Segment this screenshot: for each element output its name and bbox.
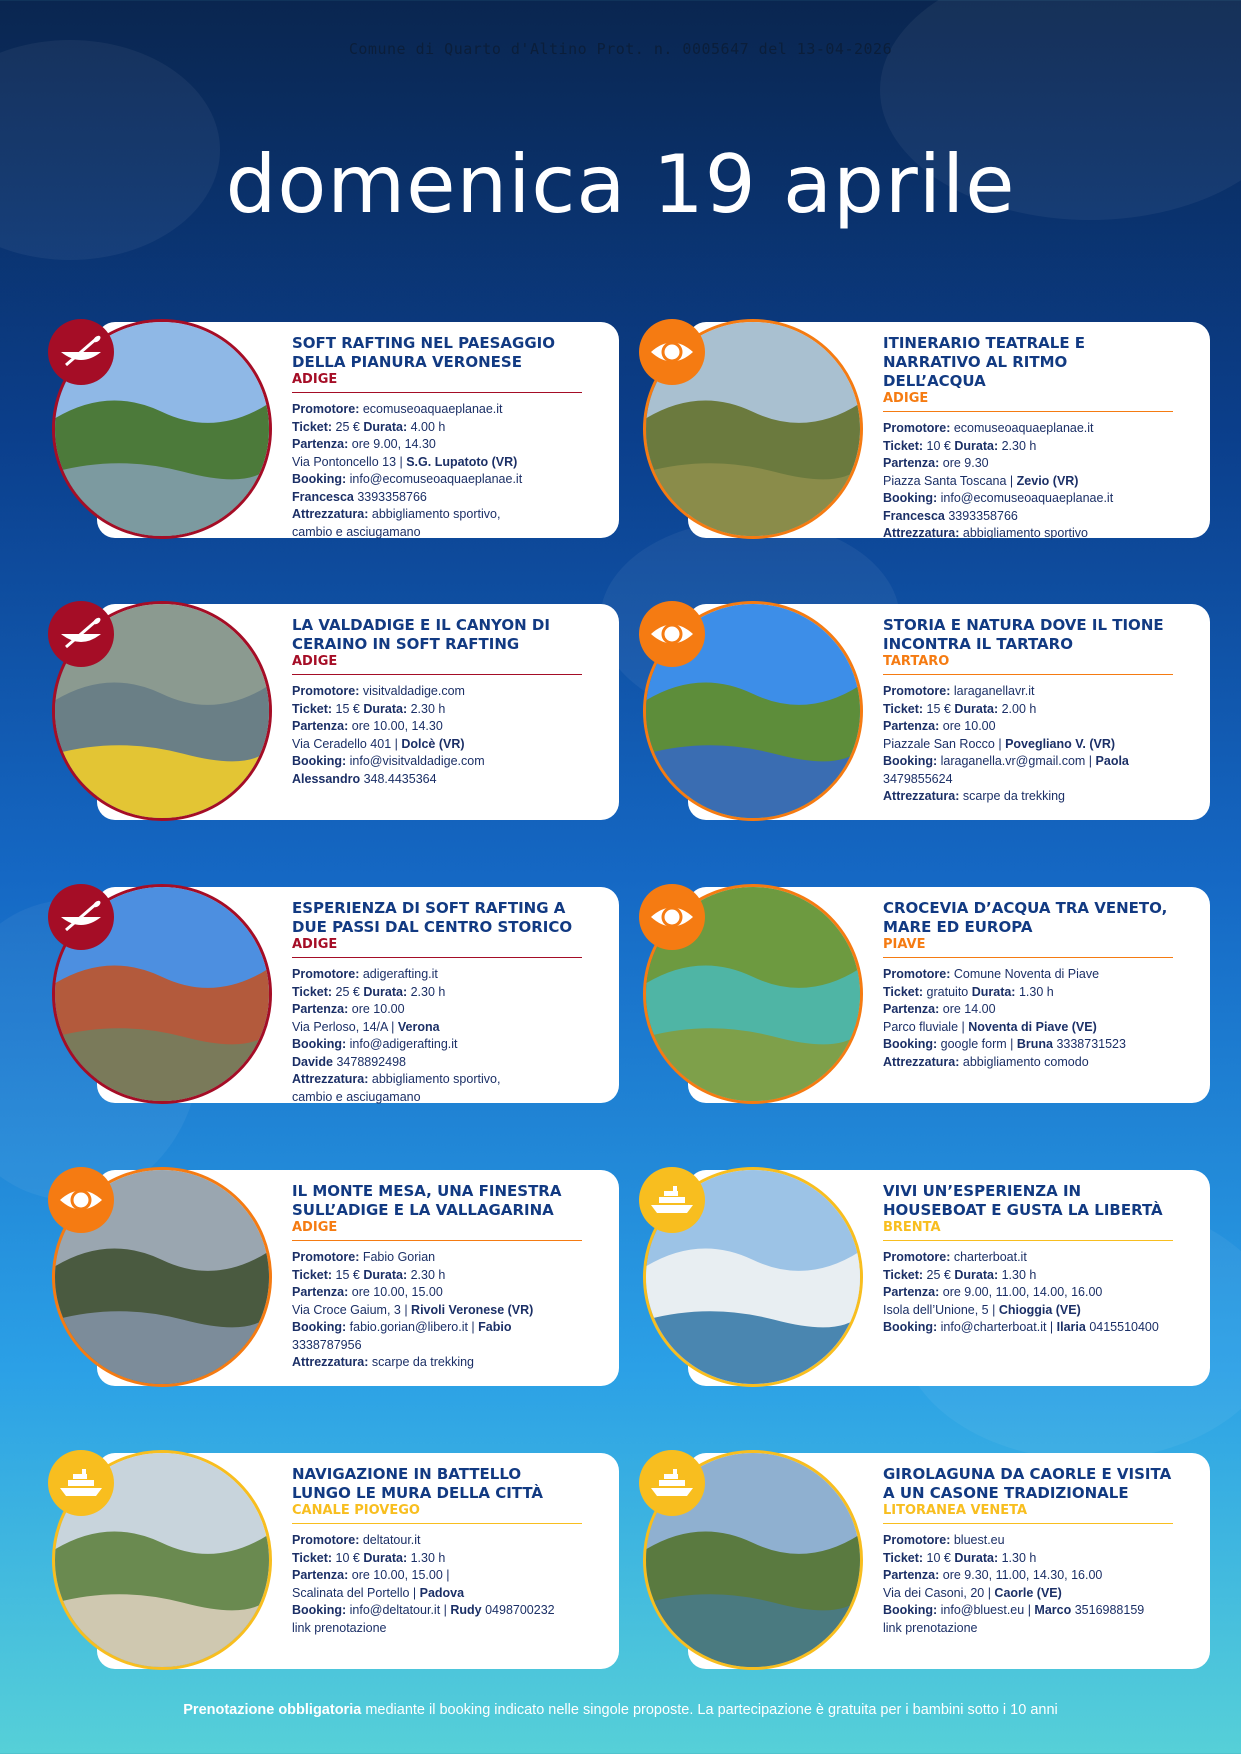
event-title: ESPERIENZA DI SOFT RAFTING A DUE PASSI DAL CENTRO STORICO [292, 899, 573, 936]
event-river: BRENTA [883, 1220, 1173, 1241]
event-title: ITINERARIO TEATRALE E NARRATIVO AL RITMO DELL’ACQUA [883, 334, 1086, 390]
event-detail-line: link prenotazione [883, 1620, 978, 1635]
event-title: VIVI UN’ESPERIENZA IN HOUSEBOAT E GUSTA LA LIBERTÀ [883, 1182, 1163, 1219]
event-detail-line: Ticket: 25 € Durata: 1.30 h [883, 1267, 1037, 1282]
event-detail-line: Partenza: ore 9.30 [883, 456, 989, 470]
event-detail-line: Partenza: ore 10.00 [883, 719, 996, 733]
event-title: GIROLAGUNA DA CAORLE E VISITA A UN CASONE TRADIZIONALE [883, 1465, 1172, 1502]
event-detail-line: Francesca 3393358766 [883, 508, 1018, 523]
event-title: IL MONTE MESA, UNA FINESTRA SULL’ADIGE E LA VALLAGARINA [292, 1182, 562, 1219]
event-river: ADIGE [292, 937, 582, 958]
event-detail-line: Partenza: ore 10.00, 15.00 | [292, 1568, 450, 1582]
event-title: CROCEVIA D’ACQUA TRA VENETO, MARE ED EUROPA [883, 899, 1168, 936]
footer-bold: Prenotazione obbligatoria [183, 1702, 362, 1718]
eye-icon [639, 319, 705, 385]
eye-icon [639, 884, 705, 950]
event-river: LITORANEA VENETA [883, 1503, 1173, 1524]
event-detail-line: Booking: info@adigerafting.it [292, 1037, 458, 1051]
event-detail-line: Attrezzatura: abbigliamento sportivo, [292, 507, 501, 521]
eye-icon [639, 601, 705, 667]
event-detail-line: Partenza: ore 9.00, 11.00, 14.00, 16.00 [883, 1285, 1103, 1299]
event-detail-line: Partenza: ore 9.00, 14.30 [292, 437, 436, 451]
event-detail-line: Booking: info@visitvaldadige.com [292, 754, 485, 768]
event-detail-line: Promotore: Comune Noventa di Piave [883, 967, 1100, 981]
event-detail-line: Booking: info@bluest.eu | Marco 3516988159 [883, 1603, 1145, 1617]
event-detail-line: Francesca 3393358766 [292, 489, 427, 504]
event-detail-line: Attrezzatura: scarpe da trekking [292, 1355, 475, 1369]
event-detail-line: Partenza: ore 10.00, 15.00 [292, 1285, 443, 1299]
boat-icon [639, 1450, 705, 1516]
event-river: PIAVE [883, 937, 1173, 958]
event-detail-line: Ticket: 15 € Durata: 2.30 h [292, 1267, 446, 1282]
event-river: ADIGE [292, 1220, 582, 1241]
event-river: ADIGE [292, 654, 582, 675]
event-info [883, 1182, 1173, 1337]
event-detail-line: Promotore: visitvaldadige.com [292, 684, 465, 698]
eye-icon [48, 1167, 114, 1233]
event-info [292, 899, 582, 1106]
event-detail-line: Via Perloso, 14/A | Verona [292, 1019, 440, 1034]
event-detail-line: Alessandro 348.4435364 [292, 771, 437, 786]
event-detail-line: Parco fluviale | Noventa di Piave (VE) [883, 1019, 1097, 1034]
event-detail-line: 3479855624 [883, 771, 953, 786]
canoe-icon [48, 884, 114, 950]
event-detail-line: cambio e asciugamano [292, 1089, 421, 1104]
protocol-stamp: Comune di Quarto d'Altino Prot. n. 0005647 del 13-04-2026 [348, 40, 893, 58]
event-title: STORIA E NATURA DOVE IL TIONE INCONTRA IL TARTARO [883, 616, 1164, 653]
canoe-icon [48, 319, 114, 385]
event-info [292, 334, 582, 541]
event-detail-line: Promotore: Fabio Gorian [292, 1250, 436, 1264]
event-river: ADIGE [292, 372, 582, 393]
event-detail-line: Attrezzatura: abbigliamento comodo [883, 1054, 1089, 1069]
event-detail-line: Ticket: 15 € Durata: 2.00 h [883, 701, 1037, 716]
event-detail-line: Ticket: 15 € Durata: 2.30 h [292, 701, 446, 716]
event-detail-line: Isola dell’Unione, 5 | Chioggia (VE) [883, 1302, 1081, 1317]
event-detail-line: Via Croce Gaium, 3 | Rivoli Veronese (VR) [292, 1302, 534, 1317]
event-title: SOFT RAFTING NEL PAESAGGIO DELLA PIANURA VERONESE [292, 334, 555, 371]
event-detail-line: Attrezzatura: scarpe da trekking [883, 789, 1066, 803]
event-detail-line: Via dei Casoni, 20 | Caorle (VE) [883, 1585, 1062, 1600]
event-info [883, 1465, 1173, 1637]
event-detail-line: Booking: google form | Bruna 3338731523 [883, 1037, 1126, 1051]
event-info [292, 1465, 582, 1637]
event-info [883, 899, 1173, 1071]
event-detail-line: Promotore: adigerafting.it [292, 967, 438, 981]
event-detail-line: Piazzale San Rocco | Povegliano V. (VR) [883, 736, 1116, 751]
event-detail-line: cambio e asciugamano [292, 524, 421, 539]
event-detail-line: Booking: info@charterboat.it | Ilaria 0415510400 [883, 1320, 1159, 1334]
event-detail-line: Ticket: 10 € Durata: 1.30 h [883, 1550, 1037, 1565]
event-detail-line: Booking: fabio.gorian@libero.it | Fabio 3338787956 [292, 1320, 512, 1352]
event-detail-line: Booking: laraganella.vr@gmail.com | Paola [883, 754, 1129, 768]
boat-icon [48, 1450, 114, 1516]
event-info [292, 616, 582, 788]
event-detail-line: Promotore: deltatour.it [292, 1533, 421, 1547]
event-detail-line: Ticket: 25 € Durata: 2.30 h [292, 984, 446, 999]
event-detail-line: Partenza: ore 10.00, 14.30 [292, 719, 443, 733]
event-detail-line: Via Pontoncello 13 | S.G. Lupatoto (VR) [292, 454, 518, 469]
event-river: TARTARO [883, 654, 1173, 675]
event-river: ADIGE [883, 391, 1173, 412]
event-detail-line: Ticket: 10 € Durata: 2.30 h [883, 438, 1037, 453]
event-detail-line: Attrezzatura: abbigliamento sportivo [883, 526, 1088, 540]
event-detail-line: Promotore: ecomuseoaquaeplanae.it [883, 421, 1094, 435]
event-detail-line: Ticket: 10 € Durata: 1.30 h [292, 1550, 446, 1565]
event-detail-line: Partenza: ore 10.00 [292, 1002, 405, 1016]
event-title: NAVIGAZIONE IN BATTELLO LUNGO LE MURA DELLA CITTÀ [292, 1465, 544, 1502]
event-detail-line: Ticket: 25 € Durata: 4.00 h [292, 419, 446, 434]
event-detail-line: Ticket: gratuito Durata: 1.30 h [883, 984, 1054, 999]
event-detail-line: Via Ceradello 401 | Dolcè (VR) [292, 736, 465, 751]
event-detail-line: Piazza Santa Toscana | Zevio (VR) [883, 473, 1079, 488]
event-detail-line: Partenza: ore 14.00 [883, 1002, 996, 1016]
event-detail-line: Booking: info@deltatour.it | Rudy 0498700232 [292, 1603, 555, 1617]
event-detail-line: Scalinata del Portello | Padova [292, 1585, 465, 1600]
footer-note [0, 1702, 1241, 1718]
event-info [883, 334, 1173, 543]
canoe-icon [48, 601, 114, 667]
event-detail-line: Promotore: ecomuseoaquaeplanae.it [292, 402, 503, 416]
event-info [883, 616, 1173, 806]
event-detail-line: Promotore: charterboat.it [883, 1250, 1027, 1264]
event-detail-line: Promotore: bluest.eu [883, 1533, 1005, 1547]
event-detail-line: Promotore: laraganellavr.it [883, 684, 1035, 698]
event-detail-line: Attrezzatura: abbigliamento sportivo, [292, 1072, 501, 1086]
boat-icon [639, 1167, 705, 1233]
event-river: CANALE PIOVEGO [292, 1503, 582, 1524]
event-detail-line: Partenza: ore 9.30, 11.00, 14.30, 16.00 [883, 1568, 1103, 1582]
event-detail-line: Booking: info@ecomuseoaquaeplanae.it [883, 491, 1114, 505]
event-detail-line: link prenotazione [292, 1620, 387, 1635]
event-info [292, 1182, 582, 1372]
event-detail-line: Davide 3478892498 [292, 1054, 406, 1069]
footer-text: mediante il booking indicato nelle singole proposte. La partecipazione è gratuita per i bambini sotto i 10 anni [361, 1702, 1058, 1718]
event-title: LA VALDADIGE E IL CANYON DI CERAINO IN SOFT RAFTING [292, 616, 550, 653]
event-detail-line: Booking: info@ecomuseoaquaeplanae.it [292, 472, 523, 486]
page-title: domenica 19 aprile [225, 138, 1016, 231]
